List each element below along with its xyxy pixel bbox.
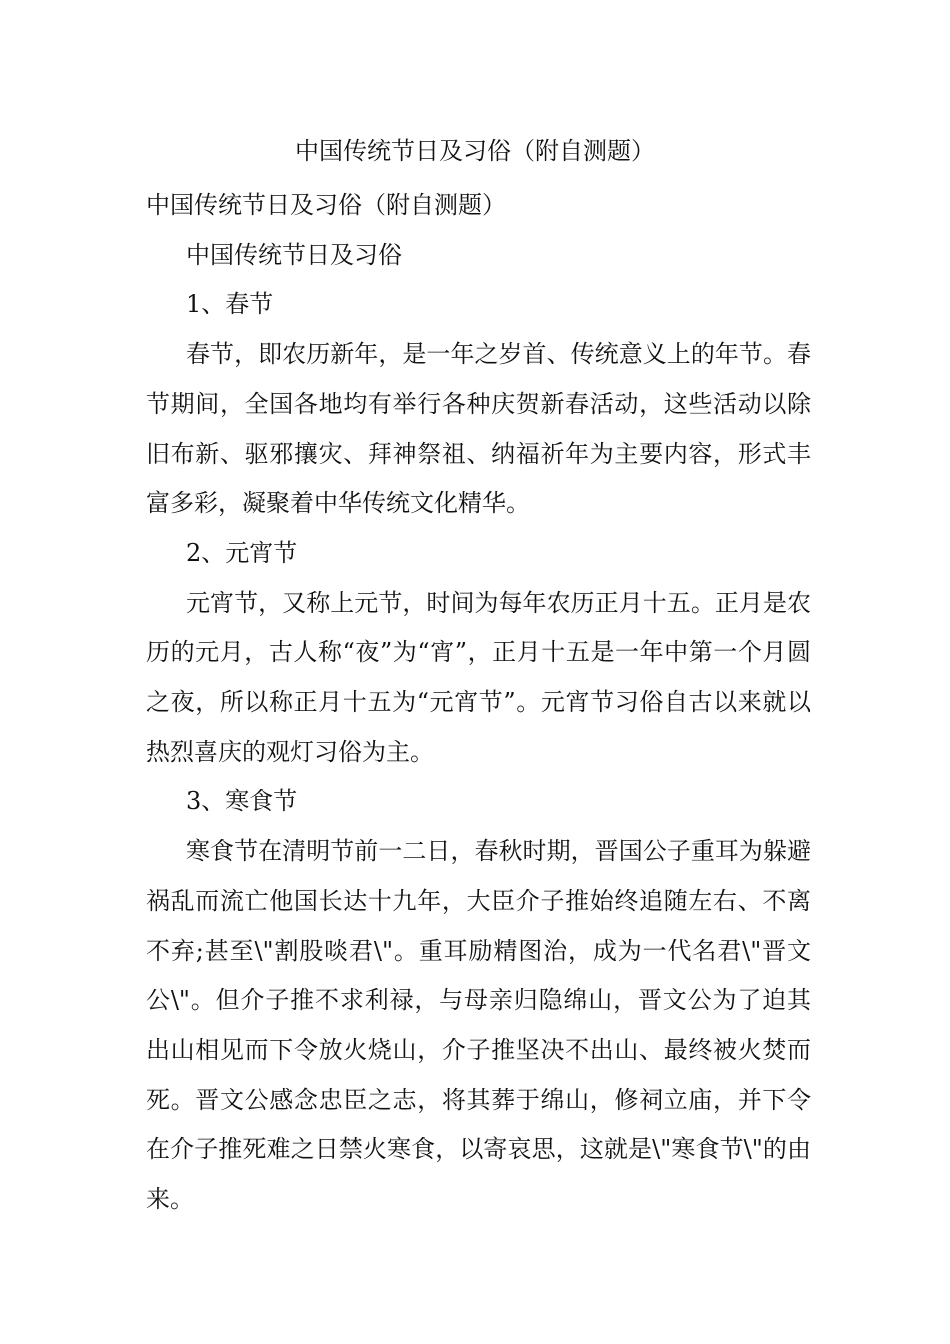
section-heading-main: 中国传统节日及习俗 (186, 240, 402, 269)
section-heading-cold-food-festival: 3、寒食节 (186, 787, 298, 816)
document-title: 中国传统节日及习俗（附自测题） (295, 137, 655, 165)
paragraph-spring-festival: 春节，即农历新年，是一年之岁首、传统意义上的年节。春节期间，全国各地均有举行各种庆贺新春活动，这些活动以除旧布新、驱邪攘灾、拜神祭祖、纳福祈年为主要内容，形式丰富多彩，凝聚着中华传统文化精华。 (146, 340, 811, 518)
paragraph-lantern-festival: 元宵节，又称上元节，时间为每年农历正月十五。正月是农历的元月，古人称“夜”为“宵”，正月十五是一年中第一个月圆之夜，所以称正月十五为“元宵节”。元宵节习俗自古以来就以热烈喜庆的观灯习俗为主。 (146, 588, 811, 766)
document-subtitle: 中国传统节日及习俗（附自测题） (146, 191, 506, 219)
section-heading-spring-festival: 1、春节 (186, 290, 274, 319)
section-heading-lantern-festival: 2、元宵节 (186, 538, 298, 567)
paragraph-cold-food-festival: 寒食节在清明节前一二日，春秋时期，晋国公子重耳为躲避祸乱而流亡他国长达十九年，大臣介子推始终追随左右、不离不弃;甚至\"割股啖君\"。重耳励精图治，成为一代名君\"晋文公\"。但介子推不求利禄，与母亲归隐绵山，晋文公为了迫其出山相见而下令放火烧山，介子推坚决不出山、最终被火焚而死。晋文公感念忠臣之志，将其葬于绵山，修祠立庙，并下令在介子推死难之日禁火寒食，以寄哀思，这就是\"寒食节\"的由来。 (146, 837, 811, 1214)
document-body (146, 181, 811, 1225)
